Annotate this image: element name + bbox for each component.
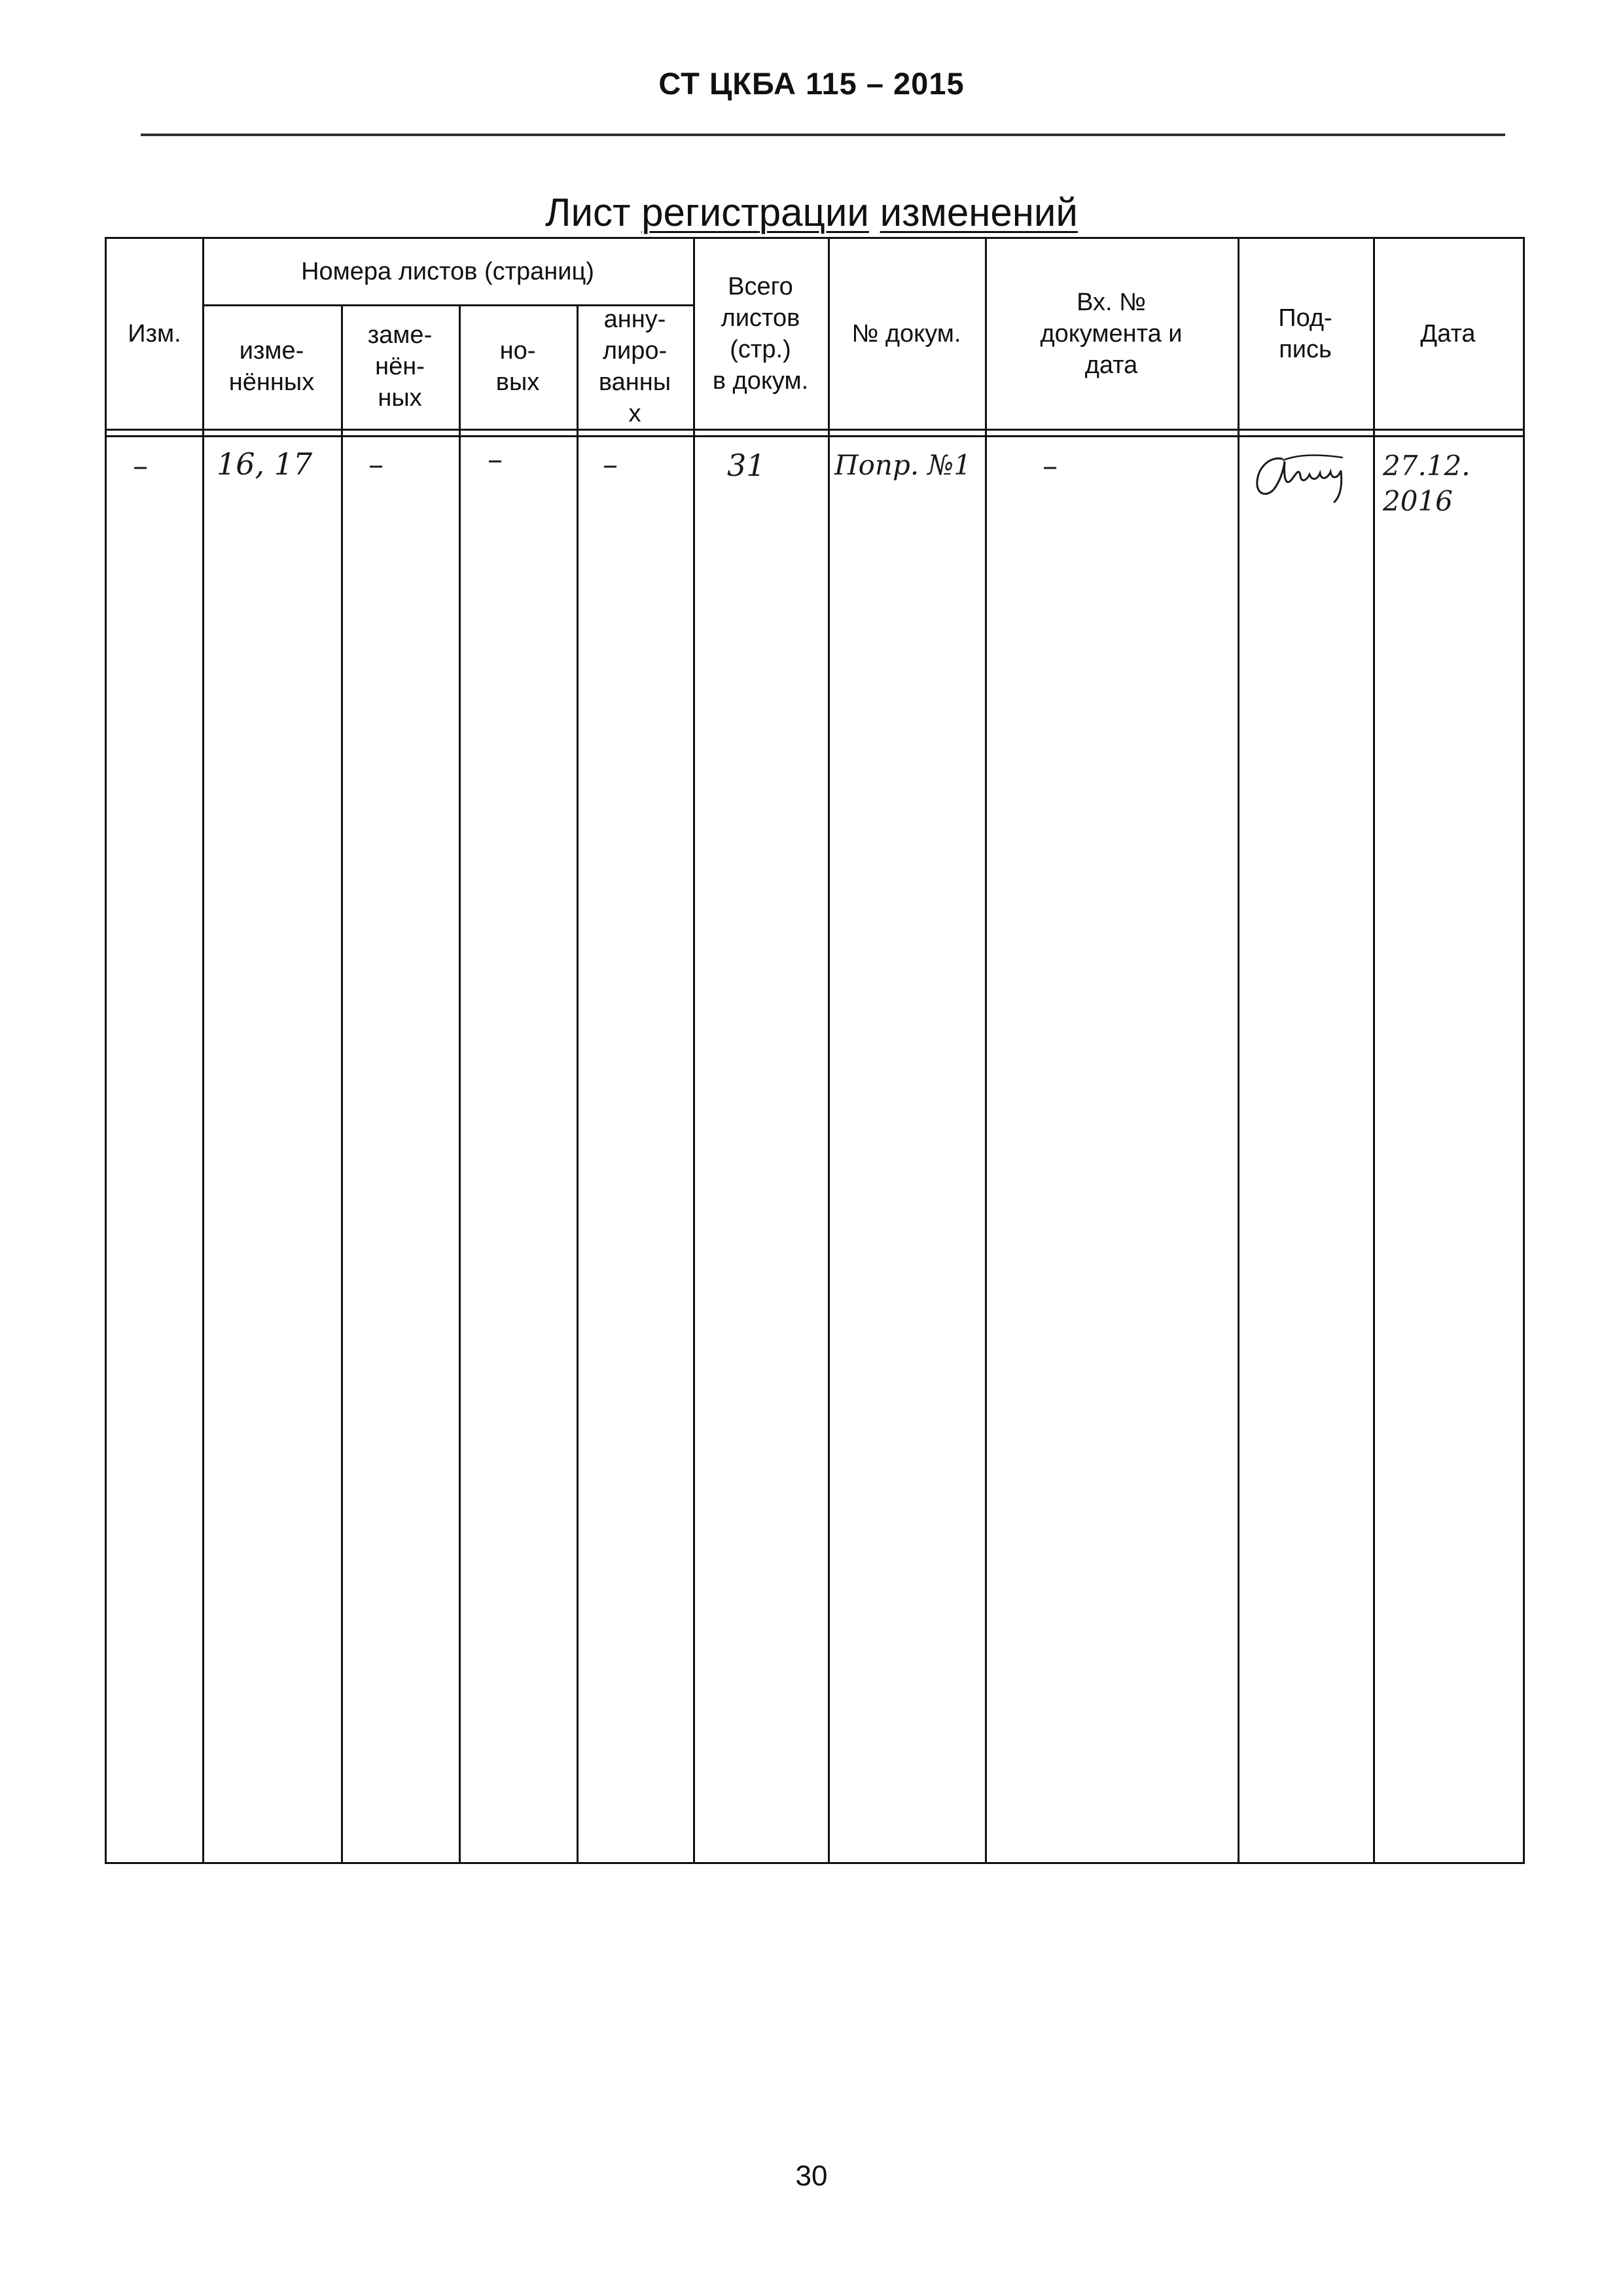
row-date: 27.12. 2016 [1383,450,1471,517]
col-line [1238,239,1240,1862]
col-line [693,239,695,1862]
col-line [985,239,987,1862]
row-incoming: – [1043,448,1058,483]
row-new: – [488,441,503,476]
row-replaced: – [368,446,383,482]
header-incoming-doc: Вх. № документа и дата [1040,289,1183,379]
header-sheet-numbers: Номера листов (страниц) [301,258,594,285]
handwritten-signature [1244,447,1368,512]
col-line [1373,239,1375,1862]
header-rule [141,134,1505,136]
col-line [577,304,579,1862]
header-new: но- вых [495,337,540,396]
header-replaced: заме- нён- ных [367,321,433,412]
header-doc-number: № докум. [851,320,961,348]
row-total: 31 [727,448,766,483]
header-signature: Под- пись [1278,304,1332,363]
header-total-sheets: Всего листов (стр.) в докум. [712,273,809,395]
header-annulled: анну- лиро- ванны х [598,306,671,427]
sheet-title-word-1: Лист [545,190,631,234]
document-header: СТ ЦКБА 115 – 2015 [658,66,965,101]
col-line [202,239,204,1862]
row-doc-number: Попр. №1 [834,449,972,481]
change-registration-table [105,237,1525,1864]
header-rev: Изм. [128,320,181,348]
sheet-title-word-3: изменений [880,190,1078,234]
sheet-title-word-2: регистрации [641,190,869,234]
header-date: Дата [1420,320,1476,348]
sheet-title [0,190,1623,235]
row-annulled: – [603,446,618,482]
col-line [459,304,461,1862]
col-line [828,239,830,1862]
header-bottom-line-2 [107,435,1523,437]
col-line [341,304,343,1862]
row-rev: – [133,448,148,483]
header-changed: изме- нённых [228,337,315,396]
page-number: 30 [795,2160,828,2192]
row-changed: 16, 17 [217,446,313,482]
header-bottom-line [107,429,1523,431]
